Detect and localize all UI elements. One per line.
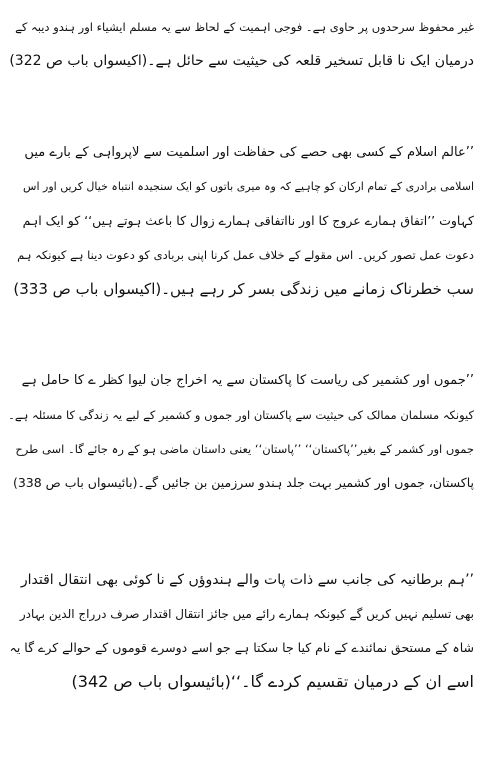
text-line: سب خطرناک زمانے میں زندگی بسر کر رہے ہیں۔(اکیسواں باب ص 333) bbox=[13, 280, 474, 298]
text-line: جموں اور کشمر کے بغیر’’پاکستان‘‘ ’’پاستان‘‘ یعنی داستان ماضی ہو کے رہ جائے گا۔ اسی طرح bbox=[15, 442, 474, 456]
text-line: شاہ کے مستحق نمائندے کے نام کیا جا سکتا ہے جو اسے دوسرے قوموں کے حوالے کرے گا یہ bbox=[9, 640, 474, 655]
paragraph-3 bbox=[8, 364, 474, 500]
text-line: بھی تسلیم نہیں کریں گے کیونکہ ہمارے رائے میں جائز انتقال اقتدار صرف درراج الدین بہادر bbox=[19, 607, 474, 621]
text-line: غیر محفوظ سرحدوں پر حاوی ہے۔ فوجی اہمیت کے لحاظ سے یہ مسلم ایشیاء اور ہندو دیبہ کے bbox=[15, 20, 474, 34]
text-line: کہاوت ’’اتفاق ہمارے عروج کا اور نااتفاقی ہمارے زوال کا باعث ہوتے ہیں‘‘ کو ایک اہم bbox=[22, 213, 474, 228]
paragraph-2 bbox=[8, 136, 474, 306]
text-line: دعوت عمل تصور کریں۔ اس مقولے کے خلاف عمل کرنا اپنی بربادی کو دعوت دینا ہے کیونکہ ہم bbox=[17, 248, 474, 262]
text-line: کیونکہ مسلمان ممالک کی حیثیت سے پاکستان اور جموں و کشمیر کے لیے یہ زندگی کا مسئلہ ہے۔ bbox=[8, 408, 474, 422]
text-line: درمیان ایک نا قابل تسخیر قلعہ کی حیثیت سے حائل ہے۔(اکیسواں باب ص 322) bbox=[9, 53, 474, 69]
text-line: اسلامی برادری کے تمام ارکان کو چاہیے کہ وہ میری باتوں کو ایک سنجیدہ انتباہ خیال کریں اور اس bbox=[23, 180, 474, 193]
text-line: اسے ان کے درمیان تقسیم کردے گا۔‘‘(بائیسواں باب ص 342) bbox=[71, 672, 474, 691]
paragraph-1 bbox=[8, 10, 474, 78]
text-line: ’’عالم اسلام کے کسی بھی حصے کی حفاظت اور اسلمیت سے لاپرواہی کے بارے میں bbox=[24, 145, 474, 160]
text-line: ’’ہم برطانیہ کی جانب سے ذات پات والے ہندوؤں کے نا کوئی بھی انتقال اقتدار bbox=[20, 572, 474, 588]
text-line: پاکستان، جموں اور کشمیر بہت جلد ہندو سرزمین بن جائیں گے۔(بائیسواں باب ص 338) bbox=[12, 475, 474, 490]
paragraph-4 bbox=[8, 563, 474, 699]
text-line: ’’جموں اور کشمیر کی ریاست کا پاکستان سے یہ اخراج جان لیوا کظر ے کا حامل ہے bbox=[21, 373, 474, 388]
